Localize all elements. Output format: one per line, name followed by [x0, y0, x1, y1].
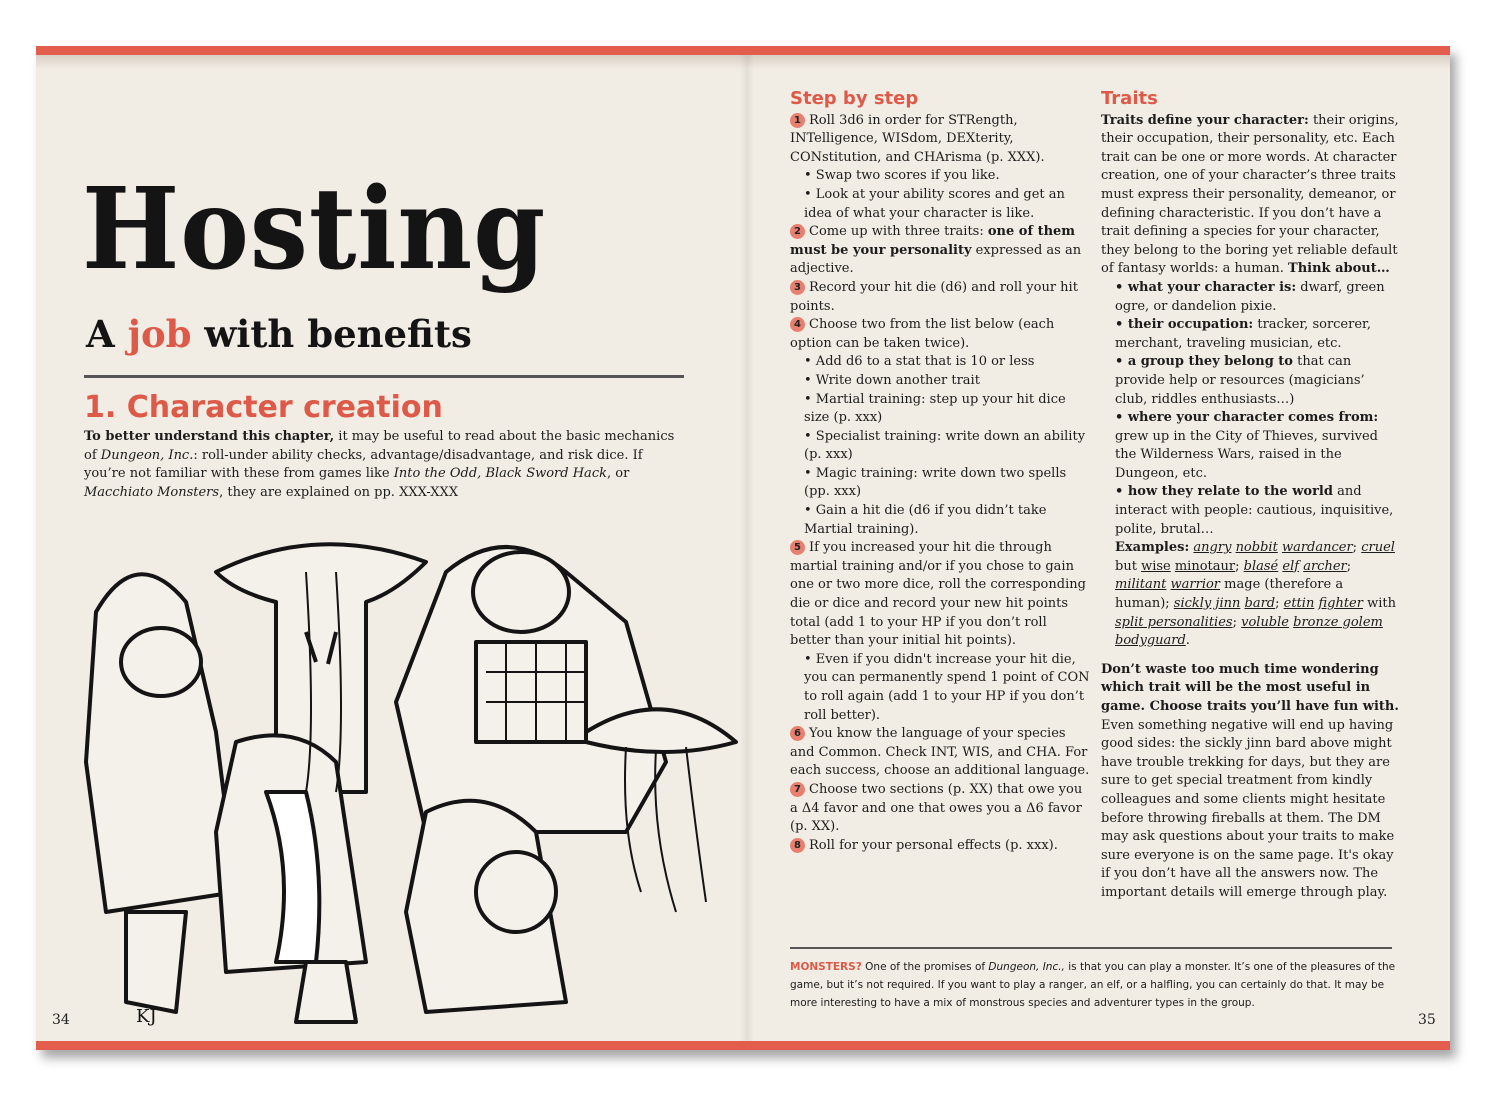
step-4-sub: • Write down another trait: [804, 372, 980, 388]
step-1-sub: • Look at your ability scores and get an idea of what your character is like.: [804, 186, 1065, 221]
traits-advice: Don’t waste too much time wondering which trait will be the most useful in game. Choose traits you’ll have fun with. Even something negative will end up having good sides: the sickly jinn bard above might have trouble trekking for days, but they are sure to get special treatment from kindly colleagues and some clients might hesitate before throwing fireballs at them. The DM may ask questions about your traits to make sure everyone is on the same page. It's okay if you don’t have all the answers now. The important details will emerge through play.: [1101, 661, 1399, 900]
traits-column: [1101, 90, 1401, 903]
trait-item: • how they relate to the world and interact with people: cautious, inquisitive, polite, brutal…: [1115, 484, 1394, 537]
page-subtitle: A job with benefits: [86, 312, 472, 356]
trait-item: • what your character is: dwarf, green ogre, or dandelion pixie.: [1115, 279, 1385, 314]
monsters-sidebar-note: MONSTERS? One of the promises of Dungeon, Inc., is that you can play a monster. It’s one of the pleasures of the game, but it’s not required. If you want to play a ranger, an elf, or a halfling, you can certainly do that. It may be more interesting to have a mix of monstrous species and adventurer types in the group.: [790, 961, 1396, 1009]
step-by-step-heading: Step by step: [790, 88, 919, 109]
step-6: 6 You know the language of your species and Common. Check INT, WIS, and CHA. For each success, choose an additional language.: [790, 726, 1090, 779]
step-4-sub: • Magic training: write down two spells (pp. xxx): [804, 465, 1067, 500]
step-by-step-column: [790, 90, 1090, 855]
trait-item: • their occupation: tracker, sorcerer, merchant, traveling musician, etc.: [1115, 317, 1371, 351]
trait-examples: Examples: angry nobbit wardancer; cruel but wise minotaur; blasé elf archer; militant warrior mage (therefore a human); sickly jinn bard; ettin fighter with split personalities; voluble bronze golem bodyguard.: [1115, 540, 1396, 649]
step-4: 4 Choose two from the list below (each option can be taken twice).: [790, 317, 1055, 351]
step-3: 3 Record your hit die (d6) and roll your hit points.: [790, 279, 1078, 314]
book-spread: [36, 46, 1450, 1050]
step-4-sub: • Martial training: step up your hit dice size (p. xxx): [804, 391, 1066, 426]
monster-group-illustration: [66, 532, 746, 1032]
subtitle-accent-word: job: [127, 312, 192, 356]
step-4-sub: • Gain a hit die (d6 if you didn’t take Martial training).: [804, 503, 1047, 537]
step-5-sub: • Even if you didn't increase your hit die, you can permanently spend 1 point of CON to roll again (add 1 to your HP if you don’t roll better).: [804, 651, 1090, 723]
intro-paragraph: To better understand this chapter, it may be useful to read about the basic mechanics of Dungeon, Inc.: roll-under ability checks, advantage/disadvantage, and risk dice. If you’re not familiar with these from games like Into the Odd, Black Sword Hack, or Macchiato Monsters, they are explained on pp. XXX-XXX: [84, 429, 675, 500]
step-5: 5 If you increased your hit die through martial training and/or if you chose to gain one or two more dice, roll the corresponding die or dice and record your new hit points total (add 1 to your HP if you don’t roll better than your initial hit points).: [790, 540, 1086, 649]
title-divider: [84, 375, 684, 378]
note-divider: [790, 947, 1392, 949]
traits-intro: Traits define your character: their origins, their occupation, their personality, etc. Each trait can be one or more words. At character creation, one of your character’s three traits must express their personality, demeanor, or defining characteristic. If you don’t have a trait defining a species for your character, they belong to the boring yet reliable default of fantasy worlds: a human. Think about…: [1101, 112, 1399, 277]
section-heading: 1. Character creation: [84, 390, 443, 425]
top-red-band: [36, 46, 1450, 55]
trait-item: • a group they belong to that can provide help or resources (magicians’ club, riddles enthusiasts…): [1115, 354, 1365, 407]
bottom-red-band: [36, 1041, 1450, 1050]
step-1: 1 Roll 3d6 in order for STRength, INTelligence, WISdom, DEXterity, CONstitution, and CHArisma (p. XXX).: [790, 112, 1045, 165]
step-4-sub: • Specialist training: write down an ability (p. xxx): [804, 428, 1086, 463]
illustrator-signature: KJ: [136, 1006, 157, 1027]
step-8: 8 Roll for your personal effects (p. xxx).: [790, 837, 1090, 856]
right-page-number: 35: [1418, 1012, 1436, 1028]
trait-item: • where your character comes from: grew up in the City of Thieves, survived the Wilderness Wars, raised in the Dungeon, etc.: [1115, 410, 1379, 481]
step-4-sub: • Add d6 to a stat that is 10 or less: [804, 354, 1035, 370]
traits-heading: Traits: [1101, 88, 1158, 109]
step-2: 2 Come up with three traits: one of them must be your personality expressed as an adjective.: [790, 224, 1082, 277]
step-7: 7 Choose two sections (p. XX) that owe you a Δ4 favor and one that owes you a Δ6 favor (p. XX).: [790, 781, 1083, 835]
left-page-number: 34: [52, 1012, 70, 1028]
page-title: Hosting: [82, 164, 547, 295]
step-1-sub: • Swap two scores if you like.: [804, 168, 1000, 184]
